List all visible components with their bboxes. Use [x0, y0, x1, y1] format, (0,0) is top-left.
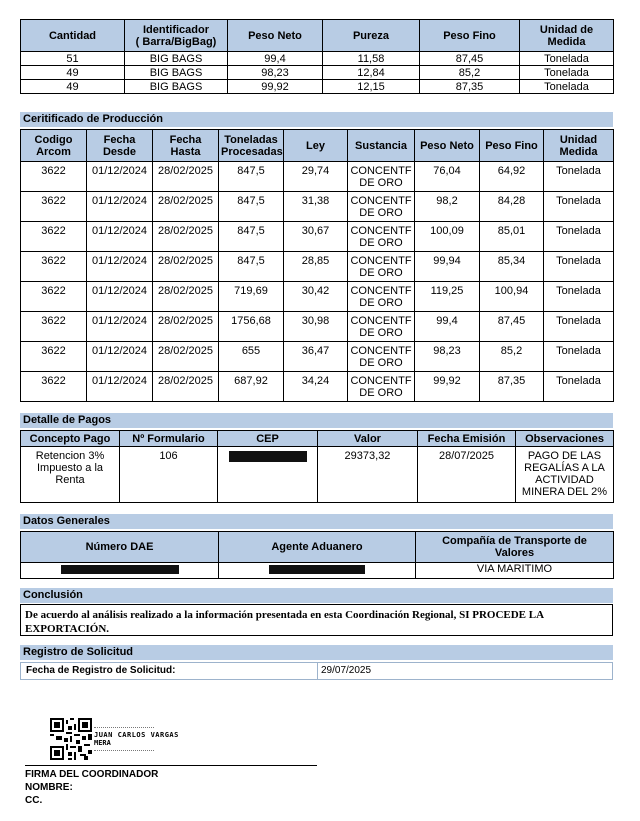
- table-cell: 30,98: [284, 312, 348, 342]
- table-cell: 12,84: [323, 66, 420, 80]
- table-row: [21, 342, 614, 372]
- table-cell: 3622: [21, 252, 87, 282]
- table-cell: Tonelada: [544, 252, 614, 282]
- table-cell: 01/12/2024: [87, 222, 153, 252]
- signer-name-line1: JUAN CARLOS VARGAS: [94, 731, 179, 739]
- signature-small-print: [94, 750, 154, 752]
- table-cell: CONCENTF DE ORO: [348, 222, 415, 252]
- column-header: Agente Aduanero: [219, 532, 416, 563]
- table-cell: 3622: [21, 222, 87, 252]
- table-cell: 01/12/2024: [87, 252, 153, 282]
- column-header: Ley: [284, 130, 348, 162]
- table-cell: 49: [21, 66, 125, 80]
- table-cell: 98,2: [415, 192, 480, 222]
- column-header: Peso Fino: [480, 130, 544, 162]
- pago-fecha: 28/07/2025: [418, 447, 516, 503]
- table-cell: 49: [21, 80, 125, 94]
- table-cell: 3622: [21, 192, 87, 222]
- table-cell: 36,47: [284, 342, 348, 372]
- table-cell: CONCENTF DE ORO: [348, 282, 415, 312]
- table-cell: Tonelada: [544, 312, 614, 342]
- cc-label: CC.: [25, 795, 43, 806]
- table-cell: CONCENTF DE ORO: [348, 162, 415, 192]
- table-cell: 99,92: [228, 80, 323, 94]
- table-cell: 847,5: [219, 222, 284, 252]
- table-cell: 84,28: [480, 192, 544, 222]
- table-cell: Tonelada: [520, 52, 614, 66]
- table-cell: BIG BAGS: [125, 66, 228, 80]
- pago-observaciones: PAGO DE LAS REGALÍAS A LA ACTIVIDAD MINERA DEL 2%: [516, 447, 614, 503]
- nombre-label: NOMBRE:: [25, 782, 73, 793]
- table-cell: 100,09: [415, 222, 480, 252]
- column-header: Pureza: [323, 20, 420, 52]
- table-cell: 12,15: [323, 80, 420, 94]
- table-cell: 119,25: [415, 282, 480, 312]
- table-cell: 28/02/2025: [153, 222, 219, 252]
- column-header: Peso Neto: [228, 20, 323, 52]
- pago-formulario: 106: [120, 447, 218, 503]
- conclusion-text: De acuerdo al análisis realizado a la información presentada en esta Coordinación Regional, SI PROCEDE LA EXPORTACIÓN.: [20, 604, 613, 636]
- table-cell: 3622: [21, 312, 87, 342]
- table-row: [21, 282, 614, 312]
- table-cell: BIG BAGS: [125, 80, 228, 94]
- produccion-section-title: Ceritificado de Producción: [20, 112, 613, 127]
- table-cell: 11,58: [323, 52, 420, 66]
- table-cell: 847,5: [219, 252, 284, 282]
- signature-small-print: [94, 727, 154, 729]
- table-cell: CONCENTF DE ORO: [348, 372, 415, 402]
- table-cell: 85,2: [480, 342, 544, 372]
- table-cell: 31,38: [284, 192, 348, 222]
- table-cell: 28/02/2025: [153, 342, 219, 372]
- column-header: Fecha Desde: [87, 130, 153, 162]
- table-cell: 30,67: [284, 222, 348, 252]
- column-header: Codigo Arcom: [21, 130, 87, 162]
- table-cell: 85,01: [480, 222, 544, 252]
- table-cell: 847,5: [219, 162, 284, 192]
- table-cell: Tonelada: [544, 192, 614, 222]
- produccion-table: [20, 129, 614, 402]
- table-cell: Tonelada: [544, 342, 614, 372]
- column-header: Número DAE: [21, 532, 219, 563]
- conclusion-section-title: Conclusión: [20, 588, 613, 603]
- column-header: Observaciones: [516, 431, 614, 447]
- agente-aduanero-value: [219, 563, 416, 579]
- column-header: Valor: [318, 431, 418, 447]
- redaction-mark: [269, 565, 365, 574]
- registro-value: 29/07/2025: [321, 665, 372, 676]
- firma-coordinador-label: FIRMA DEL COORDINADOR: [25, 769, 159, 780]
- table-cell: 3622: [21, 282, 87, 312]
- generales-section-title: Datos Generales: [20, 514, 613, 529]
- table-cell: 85,2: [420, 66, 520, 80]
- table-cell: 28/02/2025: [153, 162, 219, 192]
- column-header: Sustancia: [348, 130, 415, 162]
- column-header: Fecha Hasta: [153, 130, 219, 162]
- table-cell: CONCENTF DE ORO: [348, 252, 415, 282]
- table-cell: 687,92: [219, 372, 284, 402]
- table-cell: 3622: [21, 342, 87, 372]
- column-header: Unidad Medida: [544, 130, 614, 162]
- table-cell: 99,92: [415, 372, 480, 402]
- pago-concepto: Retencion 3% Impuesto a la Renta: [21, 447, 120, 503]
- table-cell: BIG BAGS: [125, 52, 228, 66]
- table-row: [21, 252, 614, 282]
- column-header: CEP: [218, 431, 318, 447]
- registro-row: [20, 662, 613, 680]
- column-header: Toneladas Procesadas: [219, 130, 284, 162]
- table-cell: CONCENTF DE ORO: [348, 312, 415, 342]
- table-cell: CONCENTF DE ORO: [348, 342, 415, 372]
- pagos-section-title: Detalle de Pagos: [20, 413, 613, 428]
- table-row: [21, 162, 614, 192]
- registro-label: Fecha de Registro de Solicitud:: [26, 665, 176, 676]
- table-row: [21, 222, 614, 252]
- table-row: [21, 80, 614, 94]
- table-cell: 719,69: [219, 282, 284, 312]
- numero-dae-value: [21, 563, 219, 579]
- transporte-value: VIA MARITIMO: [416, 563, 614, 579]
- registro-divider: [317, 663, 318, 679]
- signer-name-line2: MERA: [94, 739, 111, 747]
- table-cell: 01/12/2024: [87, 282, 153, 312]
- table-cell: 99,94: [415, 252, 480, 282]
- table-cell: 28/02/2025: [153, 282, 219, 312]
- column-header: Fecha Emisión: [418, 431, 516, 447]
- column-header: Peso Fino: [420, 20, 520, 52]
- table-row: [21, 312, 614, 342]
- table-cell: CONCENTF DE ORO: [348, 192, 415, 222]
- column-header: Peso Neto: [415, 130, 480, 162]
- table-cell: Tonelada: [544, 282, 614, 312]
- table-cell: Tonelada: [544, 162, 614, 192]
- table-cell: Tonelada: [544, 372, 614, 402]
- table-cell: Tonelada: [544, 222, 614, 252]
- table-cell: 99,4: [228, 52, 323, 66]
- pago-valor: 29373,32: [318, 447, 418, 503]
- table-cell: 51: [21, 52, 125, 66]
- table-cell: 30,42: [284, 282, 348, 312]
- column-header: Compañía de Transporte de Valores: [416, 532, 614, 563]
- table-cell: 87,45: [480, 312, 544, 342]
- lotes-table: [20, 19, 614, 94]
- table-cell: 01/12/2024: [87, 192, 153, 222]
- column-header: Concepto Pago: [21, 431, 120, 447]
- table-cell: 99,4: [415, 312, 480, 342]
- table-cell: 28/02/2025: [153, 312, 219, 342]
- generales-table: [20, 531, 614, 579]
- table-cell: 87,35: [420, 80, 520, 94]
- table-row: [21, 372, 614, 402]
- column-header: Identificador ( Barra/BigBag): [125, 20, 228, 52]
- table-cell: 01/12/2024: [87, 162, 153, 192]
- table-cell: 87,45: [420, 52, 520, 66]
- redaction-mark: [61, 565, 179, 574]
- table-cell: 655: [219, 342, 284, 372]
- table-cell: 3622: [21, 372, 87, 402]
- table-cell: 64,92: [480, 162, 544, 192]
- redaction-mark: [229, 451, 307, 462]
- registro-section-title: Registro de Solicitud: [20, 645, 613, 660]
- column-header: Nº Formulario: [120, 431, 218, 447]
- table-cell: 28/02/2025: [153, 252, 219, 282]
- table-cell: 01/12/2024: [87, 312, 153, 342]
- table-cell: 98,23: [415, 342, 480, 372]
- signature-line: [25, 765, 317, 766]
- table-row: [21, 192, 614, 222]
- table-row: [21, 66, 614, 80]
- table-cell: 85,34: [480, 252, 544, 282]
- table-cell: 3622: [21, 162, 87, 192]
- qr-code-icon: [50, 718, 92, 760]
- table-cell: 34,24: [284, 372, 348, 402]
- table-cell: 76,04: [415, 162, 480, 192]
- pagos-table: [20, 430, 614, 503]
- table-cell: 87,35: [480, 372, 544, 402]
- table-cell: 29,74: [284, 162, 348, 192]
- table-cell: 28/02/2025: [153, 192, 219, 222]
- column-header: Cantidad: [21, 20, 125, 52]
- table-cell: 28/02/2025: [153, 372, 219, 402]
- table-cell: 01/12/2024: [87, 372, 153, 402]
- table-cell: 847,5: [219, 192, 284, 222]
- table-cell: 100,94: [480, 282, 544, 312]
- table-cell: 01/12/2024: [87, 342, 153, 372]
- table-row: [21, 52, 614, 66]
- table-cell: 28,85: [284, 252, 348, 282]
- table-cell: 1756,68: [219, 312, 284, 342]
- column-header: Unidad de Medida: [520, 20, 614, 52]
- table-cell: 98,23: [228, 66, 323, 80]
- pago-cep: [218, 447, 318, 503]
- table-cell: Tonelada: [520, 80, 614, 94]
- table-cell: Tonelada: [520, 66, 614, 80]
